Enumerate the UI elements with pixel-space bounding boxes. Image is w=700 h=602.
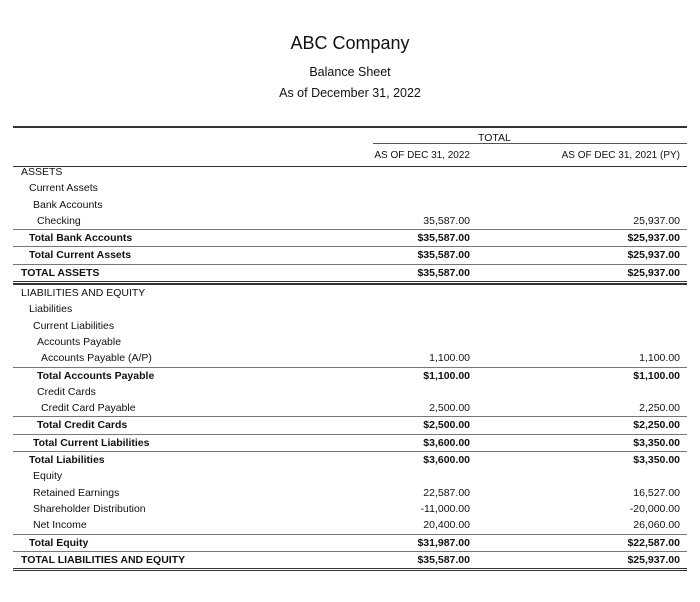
- report-header-band: [13, 126, 687, 144]
- table-row: [13, 350, 687, 366]
- value-current: $35,587.00: [417, 266, 470, 279]
- total-underline: [373, 143, 687, 144]
- value-prior: 1,100.00: [639, 352, 680, 365]
- value-prior: $25,937.00: [627, 232, 680, 245]
- value-current: $35,587.00: [417, 249, 470, 262]
- report-date: As of December 31, 2022: [279, 86, 421, 100]
- balance-sheet-rows: [13, 164, 687, 571]
- value-prior: $1,100.00: [633, 369, 680, 382]
- value-prior: $22,587.00: [627, 536, 680, 549]
- table-row: [13, 301, 687, 317]
- value-current: $1,100.00: [423, 369, 470, 382]
- row-label: LIABILITIES AND EQUITY: [21, 287, 146, 300]
- value-prior: 2,250.00: [639, 402, 680, 415]
- table-row: [13, 400, 687, 416]
- row-label: Shareholder Distribution: [33, 502, 146, 515]
- row-label: Total Equity: [29, 536, 89, 549]
- row-label: Total Liabilities: [29, 454, 105, 467]
- row-label: Total Bank Accounts: [29, 232, 133, 245]
- table-row: [13, 485, 687, 501]
- row-label: Current Assets: [29, 182, 98, 195]
- value-current: 35,587.00: [423, 214, 470, 227]
- value-current: 2,500.00: [429, 402, 470, 415]
- table-row: [13, 229, 687, 246]
- value-prior: $3,350.00: [633, 436, 680, 449]
- row-label: Bank Accounts: [33, 198, 103, 211]
- row-label: Current Liabilities: [33, 319, 115, 332]
- row-label: TOTAL LIABILITIES AND EQUITY: [21, 553, 186, 566]
- table-row: [13, 180, 687, 196]
- row-label: Checking: [37, 214, 81, 227]
- table-row: [13, 468, 687, 484]
- row-label: Equity: [33, 470, 63, 483]
- table-row: [13, 501, 687, 517]
- table-row: [13, 367, 687, 384]
- row-label: Total Current Liabilities: [33, 436, 150, 449]
- table-row: [13, 264, 687, 284]
- row-label: Retained Earnings: [33, 486, 120, 499]
- row-label: Liabilities: [29, 303, 73, 316]
- row-label: Accounts Payable: [37, 335, 122, 348]
- row-label: Total Current Assets: [29, 249, 132, 262]
- value-current: -11,000.00: [420, 502, 470, 515]
- value-prior: $3,350.00: [633, 454, 680, 467]
- value-current: $35,587.00: [417, 553, 470, 566]
- table-row: [13, 318, 687, 334]
- row-label: Credit Card Payable: [41, 402, 136, 415]
- value-current: $3,600.00: [423, 436, 470, 449]
- value-prior: $25,937.00: [627, 266, 680, 279]
- row-label: TOTAL ASSETS: [21, 266, 100, 279]
- column-header-prior: AS OF DEC 31, 2021 (PY): [561, 150, 680, 161]
- row-label: Total Credit Cards: [37, 419, 128, 432]
- table-row: [13, 517, 687, 533]
- value-current: $31,987.00: [417, 536, 470, 549]
- row-label: ASSETS: [21, 166, 63, 178]
- value-current: 22,587.00: [423, 486, 470, 499]
- table-row: [13, 284, 687, 301]
- table-row: [13, 551, 687, 571]
- table-row: [13, 416, 687, 433]
- value-prior: $2,250.00: [633, 419, 680, 432]
- table-row: [13, 164, 687, 180]
- table-row: [13, 246, 687, 263]
- top-rule: [13, 126, 687, 128]
- table-row: [13, 434, 687, 451]
- table-row: [13, 451, 687, 468]
- value-prior: 26,060.00: [633, 519, 680, 532]
- value-prior: $25,937.00: [627, 249, 680, 262]
- value-prior: 25,937.00: [633, 214, 680, 227]
- value-current: $2,500.00: [423, 419, 470, 432]
- row-label: Net Income: [33, 519, 87, 532]
- value-current: 1,100.00: [429, 352, 470, 365]
- total-column-group-label: TOTAL: [478, 132, 511, 144]
- row-label: Accounts Payable (A/P): [41, 352, 152, 365]
- table-row: [13, 534, 687, 551]
- table-row: [13, 197, 687, 213]
- value-prior: 16,527.00: [633, 486, 680, 499]
- row-label: Total Accounts Payable: [37, 369, 155, 382]
- report-title: Balance Sheet: [309, 65, 391, 79]
- table-row: [13, 384, 687, 400]
- value-current: $35,587.00: [417, 232, 470, 245]
- value-prior: -20,000.00: [629, 502, 680, 515]
- value-prior: $25,937.00: [627, 553, 680, 566]
- value-current: $3,600.00: [423, 454, 470, 467]
- table-row: [13, 334, 687, 350]
- column-header-current: AS OF DEC 31, 2022: [374, 150, 470, 161]
- table-row: [13, 213, 687, 229]
- row-label: Credit Cards: [37, 385, 96, 398]
- company-name: ABC Company: [290, 33, 410, 53]
- value-current: 20,400.00: [423, 519, 470, 532]
